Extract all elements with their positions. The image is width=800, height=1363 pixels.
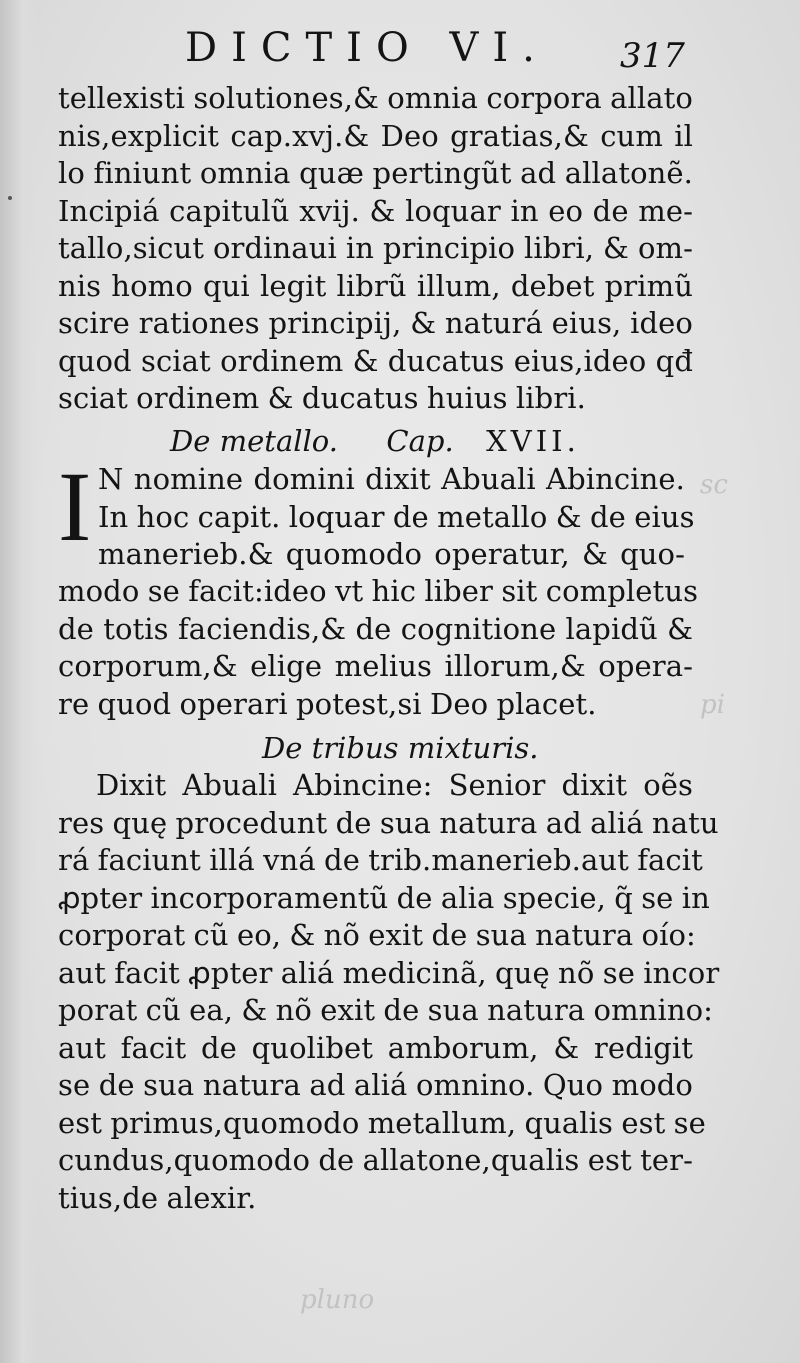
drop-capital: I xyxy=(58,451,92,562)
ink-speck xyxy=(8,196,12,200)
text-line: tius,de alexir. xyxy=(58,1180,257,1215)
text-line: aut facit ꝓpter aliá medicinã, quę nõ se incor xyxy=(58,955,720,990)
text-line: corporat cũ eo, & nõ exit de sua natura oío: xyxy=(58,918,696,952)
text-line: nis homo qui legit librũ illum, debet primũ xyxy=(58,268,693,303)
text-line: est primus,quomodo metallum, qualis est se xyxy=(58,1105,706,1140)
section-heading xyxy=(262,729,538,767)
text-line: nis,explicit cap.xvj.& Deo gratias,& cum il xyxy=(58,118,693,153)
page-gutter-shadow xyxy=(0,0,38,1363)
chapter-label: Cap. xyxy=(386,424,454,458)
text-line: tellexisti solutiones,& omnia corpora allato xyxy=(58,81,693,115)
paragraph-1 xyxy=(58,80,693,418)
text-line: Dixit Abuali Abincine: Senior dixit oẽs xyxy=(96,768,693,802)
text-line: cundus,quomodo de allatone,qualis est ter- xyxy=(58,1143,693,1177)
show-through-mark: sc xyxy=(700,470,728,500)
text-line: corporum,& elige melius illorum,& opera- xyxy=(58,649,693,683)
text-line: se de sua natura ad aliá omnino. Quo modo xyxy=(58,1068,693,1102)
running-title: DICTIO VI. xyxy=(185,25,549,71)
chapter-heading xyxy=(170,422,580,460)
chapter-number: XVII. xyxy=(486,424,580,458)
text-line: lo finiunt omnia quæ pertingũt ad allatonẽ. xyxy=(58,156,693,190)
text-line: Incipiá capitulũ xvij. & loquar in eo de me- xyxy=(58,193,693,228)
text-line: porat cũ ea, & nõ exit de sua natura omnino: xyxy=(58,993,714,1027)
text-line: re quod operari potest,si Deo placet. xyxy=(58,686,597,721)
text-line: modo se facit:ideo vt hic liber sit completus xyxy=(58,574,699,608)
paragraph-2 xyxy=(58,573,699,723)
text-line: res quę procedunt de sua natura ad aliá natu xyxy=(58,805,719,840)
text-line: rá faciunt illá vná de trib.manerieb.aut facit xyxy=(58,843,703,877)
folio-number: 317 xyxy=(620,36,685,76)
text-line: N nomine domini dixit Abuali Abincine. xyxy=(98,462,685,496)
show-through-mark: pluno xyxy=(300,1285,375,1315)
text-line: manerieb.& quomodo operatur, & quo- xyxy=(98,537,685,571)
section-title: De tribus mixturis. xyxy=(262,731,539,765)
paragraph-3 xyxy=(58,767,720,1217)
text-line: aut facit de quolibet amborum, & redigit xyxy=(58,1030,693,1065)
paragraph-2-indented xyxy=(58,451,695,574)
text-line: ꝓpter incorporamentũ de alia specie, q̃ se in xyxy=(58,880,710,915)
show-through-mark: pi xyxy=(700,690,725,720)
text-line: scire rationes principij, & naturá eius, ideo xyxy=(58,306,693,340)
text-line: tallo,sicut ordinaui in principio libri, & om- xyxy=(58,231,693,265)
text-line: quod sciat ordinem & ducatus eius,ideo qđ xyxy=(58,343,693,378)
text-line: In hoc capit. loquar de metallo & de eius xyxy=(98,499,695,534)
text-line: sciat ordinem & ducatus huius libri. xyxy=(58,381,586,415)
chapter-title: De metallo. xyxy=(170,424,338,458)
text-line: de totis faciendis,& de cognitione lapidũ & xyxy=(58,611,693,646)
